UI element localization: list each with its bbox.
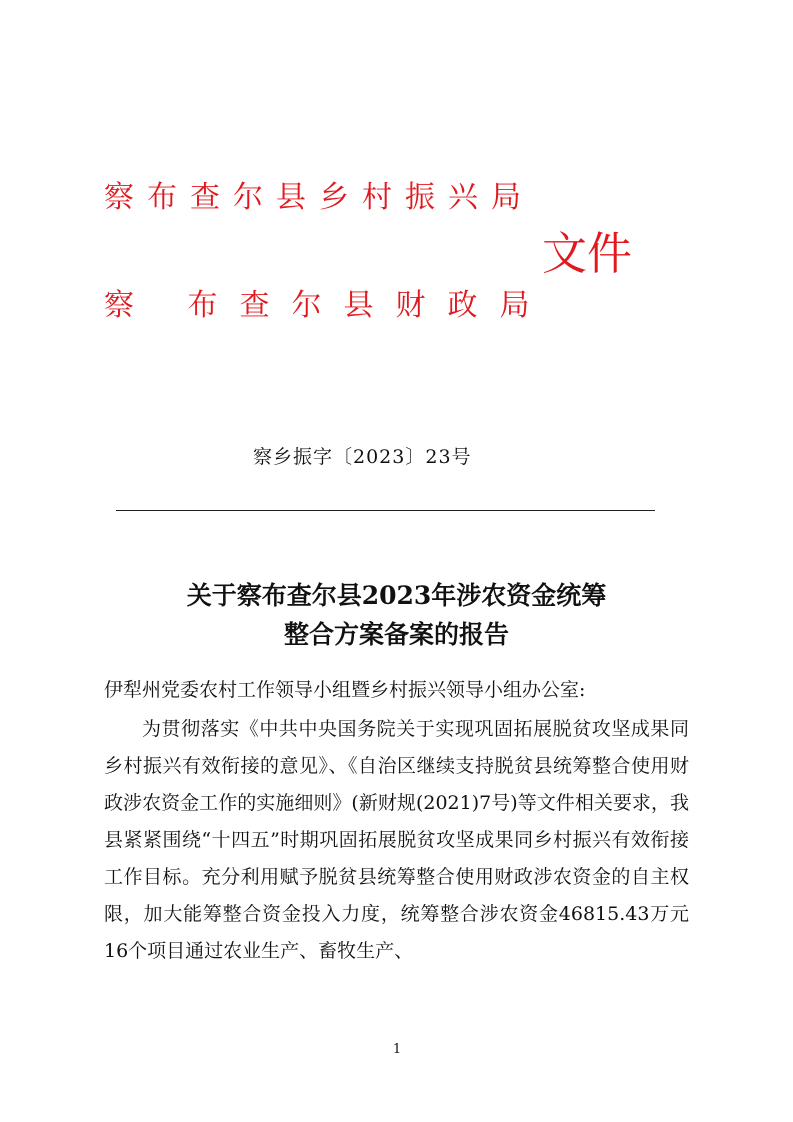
issuer-name-finance-bureau: 察 布查尔县财政局 <box>104 288 552 323</box>
document-number: 察乡振字〔2023〕23号 <box>253 446 472 468</box>
body-paragraph-1: 为贯彻落实《中共中央国务院关于实现巩固拓展脱贫攻坚成果同乡村振兴有效衔接的意见》、《自治区继续支持脱贫县统筹整合使用财政涉农资金工作的实施细则》(新财规(2021)7号)等文件相关要求，我县紧紧围绕“十四五”时期巩固拓展脱贫攻坚成果同乡村振兴有效衔接工作目标。充分利用赋予脱贫县统筹整合使用财政涉农资金的自主权限，加大能筹整合资金投入力度，统筹整合涉农资金46815.43万元16个项目通过农业生产、畜牧生产、 <box>104 718 689 962</box>
page-number: 1 <box>392 1042 402 1057</box>
document-title-line-1: 关于察布查尔县2023年涉农资金统筹 <box>186 581 607 610</box>
header-separator-line <box>116 510 655 511</box>
document-type-label: 文件 <box>542 227 633 280</box>
document-title-line-2: 整合方案备案的报告 <box>283 620 509 649</box>
issuer-name-rural-revitalization-bureau: 察布查尔县乡村振兴局 <box>104 180 534 215</box>
addressee: 伊犁州党委农村工作领导小组暨乡村振兴领导小组办公室: <box>104 679 586 701</box>
